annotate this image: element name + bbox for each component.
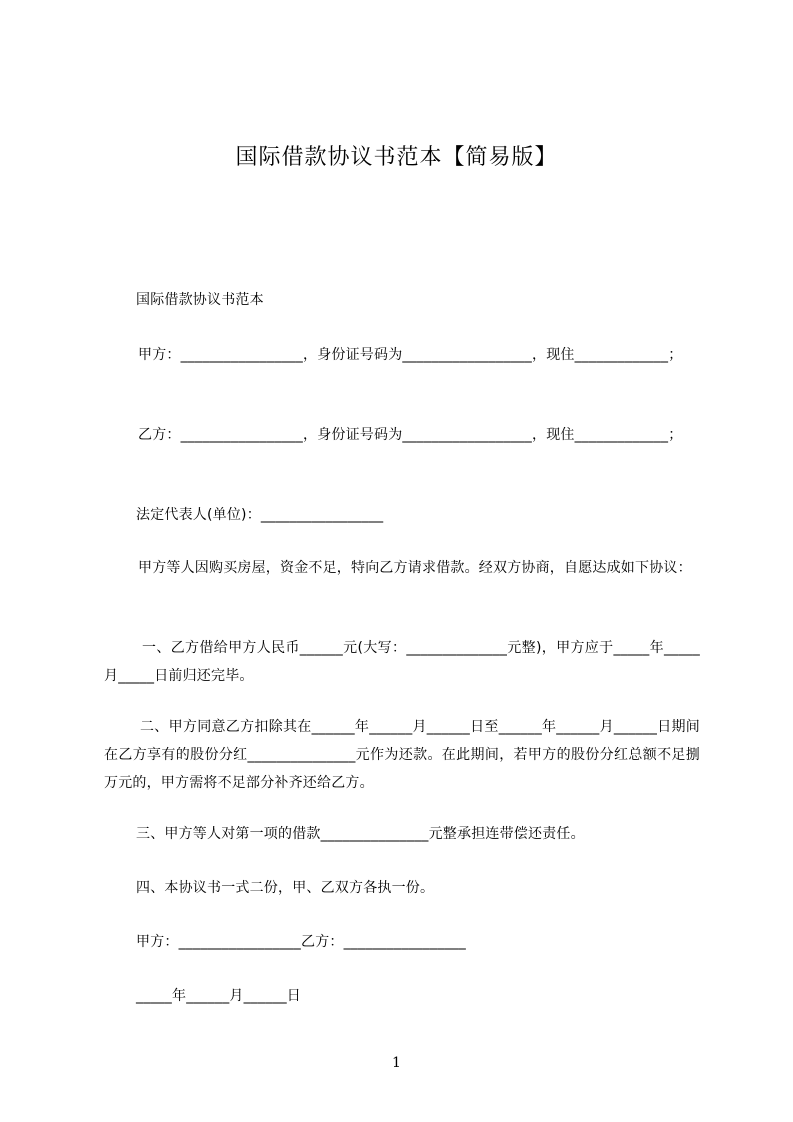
- page-number: 1: [392, 1055, 401, 1071]
- date-paragraph: _____年______月______日: [136, 988, 301, 1004]
- legal-representative-paragraph: 法定代表人(单位)：_________________: [136, 507, 384, 523]
- clause-3-paragraph: 三、甲方等人对第一项的借款_______________元整承担连带偿还责任。: [136, 826, 585, 842]
- clause-4-paragraph: 四、本协议书一式二份，甲、乙双方各执一份。: [136, 880, 435, 896]
- party-b-paragraph: 乙方：_________________，身份证号码为__________________，现住_____________；: [138, 427, 683, 443]
- clause-1-paragraph: 一、乙方借给甲方人民币______元(大写：______________元整)，甲方应于_____年_____月_____日前归还完毕。: [104, 640, 700, 684]
- document-title: 国际借款协议书范本【简易版】: [235, 145, 558, 170]
- background-paragraph: 甲方等人因购买房屋，资金不足，特向乙方请求借款。经双方协商，自愿达成如下协议：: [138, 560, 692, 576]
- subtitle-paragraph: 国际借款协议书范本: [136, 292, 264, 308]
- party-a-paragraph: 甲方：_________________，身份证号码为__________________，现住_____________；: [138, 347, 683, 363]
- signature-paragraph: 甲方：_________________乙方：_________________: [136, 934, 466, 950]
- clause-2-paragraph: 二、甲方同意乙方扣除其在______年______月______日至______年______月______日期间在乙方享有的股份分红_______________元作为还款。在此期间，若甲方的股份分红总额不足捌万元的，甲方需将不足部分补齐还给乙方。: [104, 719, 700, 791]
